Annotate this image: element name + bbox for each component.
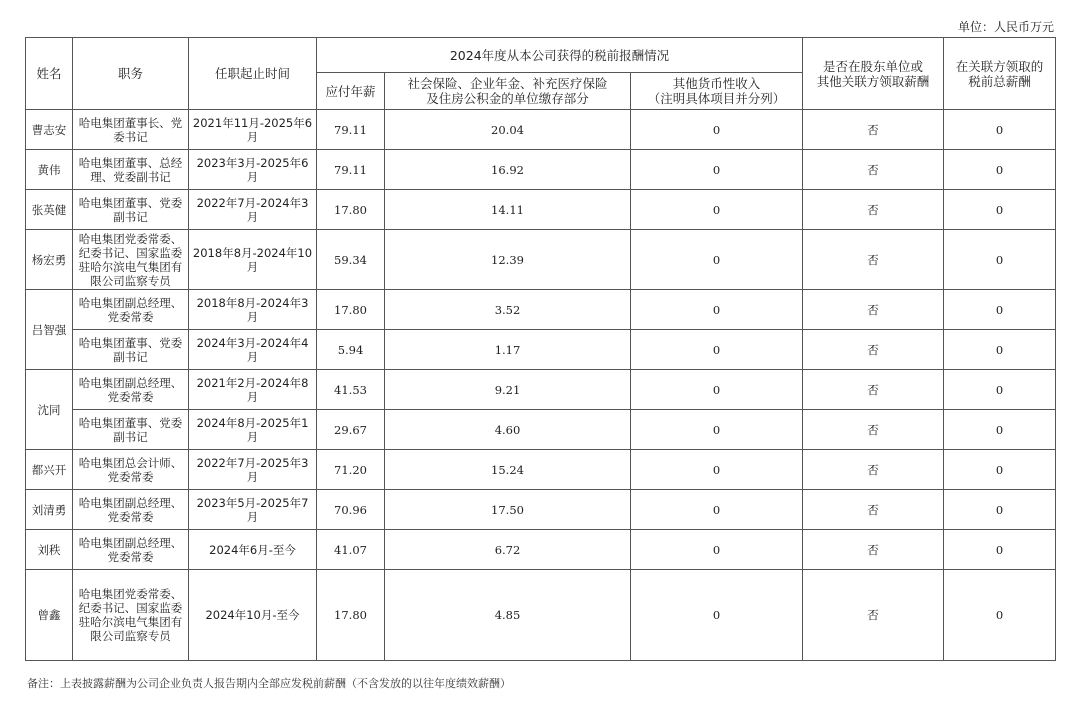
related-party-cell: 否 [803, 330, 944, 370]
other-income-cell: 0 [631, 150, 803, 190]
insurance-cell: 15.24 [385, 450, 631, 490]
header-insurance-line1: 社会保险、企业年金、补充医疗保险 [407, 76, 608, 91]
table-row [26, 410, 1056, 450]
insurance-cell: 3.52 [385, 290, 631, 330]
position-cell: 哈电集团董事、党委副书记 [73, 410, 189, 450]
header-group: 2024年度从本公司获得的税前报酬情况 [317, 38, 803, 73]
term-cell: 2023年3月-2025年6月 [189, 150, 317, 190]
person-name: 杨宏勇 [26, 230, 73, 290]
related-party-cell: 否 [803, 110, 944, 150]
other-income-cell: 0 [631, 490, 803, 530]
person-name: 张英健 [26, 190, 73, 230]
table-row [26, 290, 1056, 330]
term-cell: 2024年6月-至今 [189, 530, 317, 570]
other-income-cell: 0 [631, 190, 803, 230]
position-cell: 哈电集团副总经理、党委常委 [73, 370, 189, 410]
header-term: 任职起止时间 [189, 38, 317, 110]
related-total-cell: 0 [944, 290, 1056, 330]
salary-cell: 17.80 [317, 290, 385, 330]
related-total-cell: 0 [944, 150, 1056, 190]
term-cell: 2022年7月-2024年3月 [189, 190, 317, 230]
salary-cell: 17.80 [317, 570, 385, 661]
term-cell: 2021年2月-2024年8月 [189, 370, 317, 410]
table-row [26, 190, 1056, 230]
position-cell: 哈电集团党委常委、纪委书记、国家监委驻哈尔滨电气集团有限公司监察专员 [73, 570, 189, 661]
other-income-cell: 0 [631, 230, 803, 290]
insurance-cell: 1.17 [385, 330, 631, 370]
salary-cell: 29.67 [317, 410, 385, 450]
related-total-cell: 0 [944, 570, 1056, 661]
table-row [26, 230, 1056, 290]
header-insurance [385, 73, 631, 110]
table-row [26, 450, 1056, 490]
other-income-cell: 0 [631, 450, 803, 490]
header-related [803, 38, 944, 110]
related-party-cell: 否 [803, 370, 944, 410]
person-name: 刘秩 [26, 530, 73, 570]
insurance-cell: 17.50 [385, 490, 631, 530]
salary-cell: 59.34 [317, 230, 385, 290]
insurance-cell: 6.72 [385, 530, 631, 570]
other-income-cell: 0 [631, 570, 803, 661]
table-row [26, 330, 1056, 370]
position-cell: 哈电集团党委常委、纪委书记、国家监委驻哈尔滨电气集团有限公司监察专员 [73, 230, 189, 290]
person-name: 曾鑫 [26, 570, 73, 661]
salary-cell: 70.96 [317, 490, 385, 530]
related-total-cell: 0 [944, 110, 1056, 150]
table-row [26, 570, 1056, 661]
related-total-cell: 0 [944, 330, 1056, 370]
salary-cell: 71.20 [317, 450, 385, 490]
header-related-line2: 其他关联方领取薪酬 [816, 73, 930, 89]
term-cell: 2022年7月-2025年3月 [189, 450, 317, 490]
salary-cell: 79.11 [317, 110, 385, 150]
header-position: 职务 [73, 38, 189, 110]
related-total-cell: 0 [944, 530, 1056, 570]
position-cell: 哈电集团副总经理、党委常委 [73, 290, 189, 330]
position-cell: 哈电集团董事、党委副书记 [73, 190, 189, 230]
insurance-cell: 12.39 [385, 230, 631, 290]
position-cell: 哈电集团董事长、党委书记 [73, 110, 189, 150]
related-party-cell: 否 [803, 570, 944, 661]
table-row [26, 370, 1056, 410]
other-income-cell: 0 [631, 110, 803, 150]
footnote: 备注：上表披露薪酬为公司企业负责人报告期内全部应发税前薪酬（不含发放的以往年度绩效薪酬） [27, 677, 511, 690]
header-insurance-line2: 及住房公积金的单位缴存部分 [426, 91, 589, 106]
position-cell: 哈电集团董事、党委副书记 [73, 330, 189, 370]
related-party-cell: 否 [803, 410, 944, 450]
person-name: 刘清勇 [26, 490, 73, 530]
position-cell: 哈电集团董事、总经理、党委副书记 [73, 150, 189, 190]
term-cell: 2024年3月-2024年4月 [189, 330, 317, 370]
person-name: 都兴开 [26, 450, 73, 490]
insurance-cell: 16.92 [385, 150, 631, 190]
table-row [26, 530, 1056, 570]
salary-cell: 17.80 [317, 190, 385, 230]
other-income-cell: 0 [631, 290, 803, 330]
table-row [26, 150, 1056, 190]
header-other-line2: （注明具体项目并分列） [647, 91, 786, 106]
compensation-table [25, 37, 1056, 661]
header-related-total-line1: 在关联方领取的 [955, 58, 1044, 74]
position-cell: 哈电集团总会计师、党委常委 [73, 450, 189, 490]
person-name: 黄伟 [26, 150, 73, 190]
salary-cell: 79.11 [317, 150, 385, 190]
related-party-cell: 否 [803, 230, 944, 290]
related-total-cell: 0 [944, 370, 1056, 410]
header-related-total [944, 38, 1056, 110]
insurance-cell: 4.60 [385, 410, 631, 450]
term-cell: 2024年10月-至今 [189, 570, 317, 661]
person-name: 沈同 [26, 370, 73, 450]
related-party-cell: 否 [803, 290, 944, 330]
unit-label: 单位：人民币万元 [957, 20, 1054, 34]
related-party-cell: 否 [803, 450, 944, 490]
position-cell: 哈电集团副总经理、党委常委 [73, 490, 189, 530]
salary-cell: 41.53 [317, 370, 385, 410]
header-name: 姓名 [26, 38, 73, 110]
related-total-cell: 0 [944, 230, 1056, 290]
table-row [26, 490, 1056, 530]
other-income-cell: 0 [631, 410, 803, 450]
term-cell: 2024年8月-2025年1月 [189, 410, 317, 450]
table-row [26, 110, 1056, 150]
insurance-cell: 20.04 [385, 110, 631, 150]
other-income-cell: 0 [631, 530, 803, 570]
insurance-cell: 4.85 [385, 570, 631, 661]
related-total-cell: 0 [944, 450, 1056, 490]
person-name: 吕智强 [26, 290, 73, 370]
salary-cell: 5.94 [317, 330, 385, 370]
header-other [631, 73, 803, 110]
header-related-total-line2: 税前总薪酬 [968, 73, 1031, 89]
related-party-cell: 否 [803, 150, 944, 190]
salary-cell: 41.07 [317, 530, 385, 570]
insurance-cell: 9.21 [385, 370, 631, 410]
related-party-cell: 否 [803, 530, 944, 570]
term-cell: 2018年8月-2024年3月 [189, 290, 317, 330]
related-total-cell: 0 [944, 490, 1056, 530]
related-party-cell: 否 [803, 190, 944, 230]
header-salary: 应付年薪 [317, 73, 385, 110]
term-cell: 2021年11月-2025年6月 [189, 110, 317, 150]
other-income-cell: 0 [631, 370, 803, 410]
related-total-cell: 0 [944, 410, 1056, 450]
term-cell: 2023年5月-2025年7月 [189, 490, 317, 530]
header-other-line1: 其他货币性收入 [672, 76, 761, 91]
term-cell: 2018年8月-2024年10月 [189, 230, 317, 290]
insurance-cell: 14.11 [385, 190, 631, 230]
person-name: 曹志安 [26, 110, 73, 150]
related-total-cell: 0 [944, 190, 1056, 230]
other-income-cell: 0 [631, 330, 803, 370]
header-related-line1: 是否在股东单位或 [823, 58, 924, 74]
header-row-1 [26, 38, 1056, 73]
position-cell: 哈电集团副总经理、党委常委 [73, 530, 189, 570]
related-party-cell: 否 [803, 490, 944, 530]
